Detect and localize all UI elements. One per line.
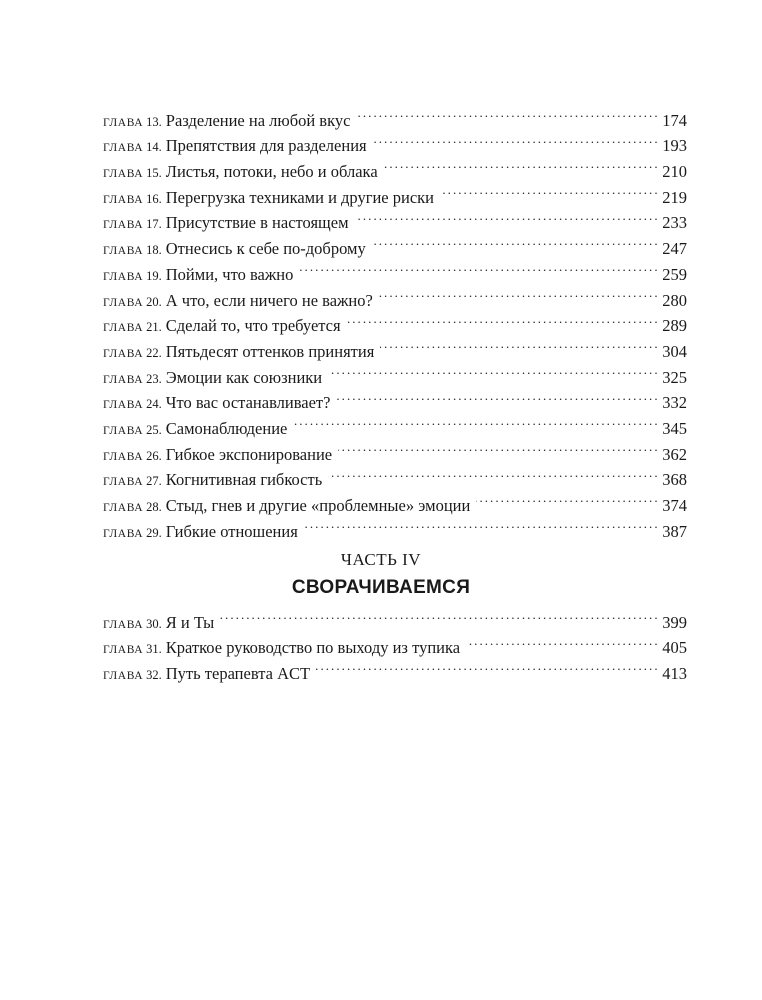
chapter-number: ГЛАВА 18. xyxy=(103,243,162,258)
chapter-title: А что, если ничего не важно? xyxy=(165,290,373,310)
page-number: 325 xyxy=(662,367,687,387)
chapter-title: Путь терапевта ACT xyxy=(165,664,311,684)
dot-leader xyxy=(384,151,657,177)
chapter-title: Разделение на любой вкус xyxy=(165,110,351,130)
dot-leader xyxy=(299,254,657,280)
page-number: 280 xyxy=(662,290,687,310)
chapter-number: ГЛАВА 13. xyxy=(103,114,162,129)
page-number: 174 xyxy=(662,110,687,130)
dot-leader xyxy=(304,511,657,537)
chapter-title: Отнесись к себе по-доброму xyxy=(165,239,366,259)
dot-leader xyxy=(338,434,657,460)
page-number: 210 xyxy=(662,162,687,182)
dot-leader xyxy=(293,408,657,434)
chapter-number: ГЛАВА 21. xyxy=(103,320,162,335)
chapter-title: Краткое руководство по выходу из тупика xyxy=(165,638,461,658)
dot-leader xyxy=(347,306,657,332)
chapter-number: ГЛАВА 17. xyxy=(103,217,162,232)
chapter-title: Самонаблюдение xyxy=(165,418,288,438)
chapter-number: ГЛАВА 30. xyxy=(103,616,162,631)
chapter-title: Присутствие в настоящем xyxy=(165,213,349,233)
page-number: 332 xyxy=(662,393,687,413)
dot-leader xyxy=(355,203,657,229)
dot-leader xyxy=(328,460,657,486)
dot-leader xyxy=(316,653,657,679)
page-number: 413 xyxy=(662,664,687,684)
page-number: 405 xyxy=(662,638,687,658)
chapter-number: ГЛАВА 15. xyxy=(103,166,162,181)
page-number: 374 xyxy=(662,496,687,515)
page-number: 368 xyxy=(662,470,687,490)
part-title: СВОРАЧИВАЕМСЯ xyxy=(291,577,471,598)
chapter-number: ГЛАВА 26. xyxy=(103,448,162,463)
chapter-number: ГЛАВА 32. xyxy=(103,668,162,683)
page-number: 193 xyxy=(662,136,687,156)
chapter-title: Что вас останавливает? xyxy=(165,393,331,413)
dot-leader xyxy=(373,126,657,152)
dot-leader xyxy=(328,357,657,383)
dot-leader xyxy=(476,485,657,511)
chapter-number: ГЛАВА 19. xyxy=(103,268,162,283)
dot-leader xyxy=(336,383,657,409)
chapter-title: Перегрузка техниками и другие риски xyxy=(165,187,435,207)
page-number: 362 xyxy=(662,444,687,464)
toc-list-part-3 xyxy=(103,100,687,541)
chapter-title: Листья, потоки, небо и облака xyxy=(165,162,378,182)
chapter-number: ГЛАВА 23. xyxy=(103,371,162,386)
chapter-title: Пойми, что важно xyxy=(165,264,294,284)
page-number: 259 xyxy=(662,264,687,284)
chapter-title: Пятьдесят оттенков принятия xyxy=(165,341,375,361)
page-number: 387 xyxy=(662,521,687,541)
toc-entry xyxy=(103,602,687,632)
dot-leader xyxy=(380,331,657,357)
chapter-number: ГЛАВА 28. xyxy=(103,500,162,514)
chapter-number: ГЛАВА 16. xyxy=(103,191,162,206)
dot-leader xyxy=(220,602,657,628)
chapter-number: ГЛАВА 20. xyxy=(103,294,162,309)
dot-leader xyxy=(440,177,657,203)
chapter-number: ГЛАВА 22. xyxy=(103,345,162,360)
chapter-number: ГЛАВА 24. xyxy=(103,397,162,412)
page-number: 289 xyxy=(662,316,687,336)
page-number: 233 xyxy=(662,213,687,233)
chapter-number: ГЛАВА 29. xyxy=(103,525,162,540)
dot-leader xyxy=(372,228,657,254)
page-number: 219 xyxy=(662,187,687,207)
dot-leader xyxy=(379,280,657,306)
dot-leader xyxy=(356,100,657,126)
chapter-title: Я и Ты xyxy=(165,612,215,632)
chapter-title: Гибкие отношения xyxy=(165,521,298,541)
chapter-title: Стыд, гнев и другие «проблемные» эмоции xyxy=(165,496,471,515)
toc-list-part-4 xyxy=(103,602,687,684)
chapter-number: ГЛАВА 25. xyxy=(103,422,162,437)
page-number: 345 xyxy=(662,418,687,438)
page-number: 399 xyxy=(662,612,687,632)
chapter-title: Гибкое экспонирование xyxy=(165,444,333,464)
dot-leader xyxy=(466,628,657,654)
chapter-number: ГЛАВА 31. xyxy=(103,642,162,657)
chapter-title: Сделай то, что требуется xyxy=(165,316,341,336)
chapter-number: ГЛАВА 27. xyxy=(103,474,162,489)
chapter-title: Эмоции как союзники xyxy=(165,367,323,387)
chapter-title: Препятствия для разделения xyxy=(165,136,367,156)
part-label: ЧАСТЬ IV xyxy=(340,550,422,569)
page-number: 304 xyxy=(662,341,687,361)
chapter-title: Когнитивная гибкость xyxy=(165,470,323,490)
chapter-number: ГЛАВА 14. xyxy=(103,140,162,155)
page-number: 247 xyxy=(662,239,687,259)
toc-entry xyxy=(103,100,687,130)
